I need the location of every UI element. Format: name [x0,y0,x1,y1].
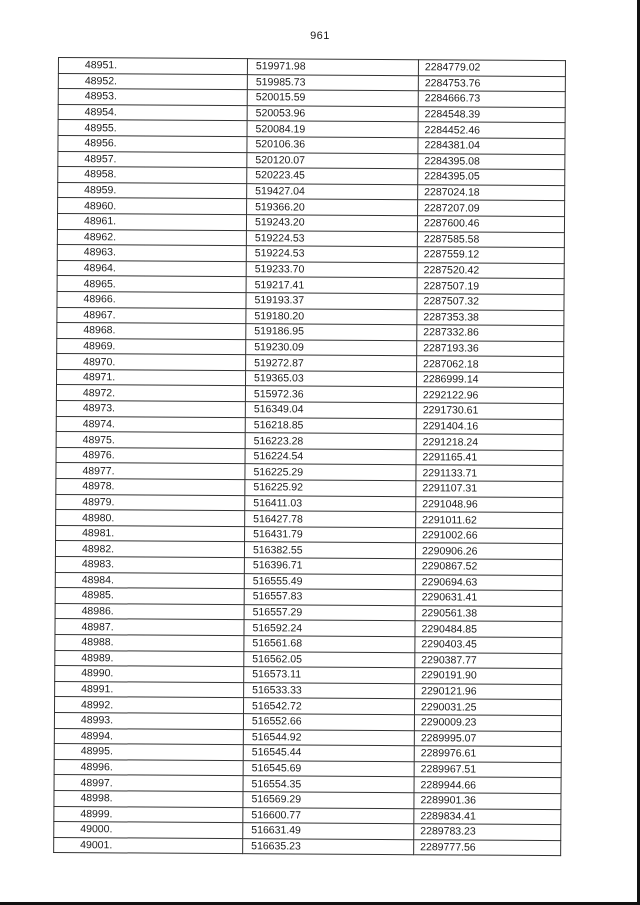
x-coordinate-cell: 516542.72 [243,698,414,715]
point-number-cell: 49000. [54,822,243,839]
table-row [54,837,561,856]
x-coordinate-cell: 520053.96 [247,105,418,122]
y-coordinate-cell: 2286999.14 [416,372,563,388]
x-coordinate-cell: 516427.78 [245,511,416,528]
point-number-cell: 48960. [58,198,247,215]
x-coordinate-cell: 519180.20 [246,308,417,325]
x-coordinate-cell: 520084.19 [247,121,418,138]
point-number-cell: 48969. [57,338,246,355]
point-number-cell: 48958. [58,167,247,184]
point-number-cell: 48954. [58,104,247,121]
point-number-cell: 48979. [56,494,245,511]
point-number-cell: 48952. [58,73,247,90]
y-coordinate-cell: 2287585.58 [417,231,564,247]
y-coordinate-cell: 2290867.52 [415,559,562,575]
y-coordinate-cell: 2287024.18 [418,184,565,200]
x-coordinate-cell: 516349.04 [245,402,416,419]
point-number-cell: 48976. [56,447,245,464]
point-number-cell: 48951. [58,58,247,75]
y-coordinate-cell: 2291133.71 [416,465,563,481]
point-number-cell: 48989. [55,650,244,667]
y-coordinate-cell: 2291011.62 [416,512,563,528]
y-coordinate-cell: 2284452.46 [418,122,565,138]
point-number-cell: 48957. [58,151,247,168]
y-coordinate-cell: 2291730.61 [416,403,563,419]
y-coordinate-cell: 2290694.63 [415,574,562,590]
y-coordinate-cell: 2284753.76 [418,75,565,91]
y-coordinate-cell: 2284395.08 [418,153,565,169]
y-coordinate-cell: 2284666.73 [418,91,565,107]
x-coordinate-cell: 516557.29 [244,604,415,621]
point-number-cell: 48963. [57,245,246,262]
x-coordinate-cell: 519193.37 [246,293,417,310]
point-number-cell: 48981. [56,525,245,542]
y-coordinate-cell: 2287062.18 [417,356,564,372]
x-coordinate-cell: 516635.23 [243,838,414,855]
x-coordinate-cell: 516411.03 [245,495,416,512]
point-number-cell: 48966. [57,291,246,308]
point-number-cell: 48991. [55,681,244,698]
x-coordinate-cell: 516573.11 [244,667,415,684]
x-coordinate-cell: 519224.53 [246,230,417,247]
x-coordinate-cell: 519243.20 [246,215,417,232]
y-coordinate-cell: 2291404.16 [416,418,563,434]
x-coordinate-cell: 520106.36 [247,137,418,154]
point-number-cell: 48965. [57,276,246,293]
x-coordinate-cell: 519985.73 [247,74,418,91]
x-coordinate-cell: 519233.70 [246,261,417,278]
y-coordinate-cell: 2287559.12 [417,247,564,263]
point-number-cell: 48956. [58,135,247,152]
x-coordinate-cell: 519224.53 [246,246,417,263]
y-coordinate-cell: 2291002.66 [416,528,563,544]
point-number-cell: 48997. [54,775,243,792]
y-coordinate-cell: 2290484.85 [415,621,562,637]
x-coordinate-cell: 519365.03 [245,371,416,388]
y-coordinate-cell: 2289777.56 [414,839,561,855]
x-coordinate-cell: 516545.69 [243,760,414,777]
x-coordinate-cell: 516631.49 [243,823,414,840]
x-coordinate-cell: 516569.29 [243,792,414,809]
table-body [54,58,566,856]
point-number-cell: 48993. [54,712,243,729]
y-coordinate-cell: 2291048.96 [416,496,563,512]
y-coordinate-cell: 2287193.36 [417,340,564,356]
x-coordinate-cell: 516218.85 [245,417,416,434]
y-coordinate-cell: 2289976.61 [414,746,561,762]
x-coordinate-cell: 519971.98 [247,59,418,76]
y-coordinate-cell: 2290121.96 [415,683,562,699]
point-number-cell: 48955. [58,120,247,137]
y-coordinate-cell: 2287353.38 [417,309,564,325]
coordinates-table [53,57,566,856]
x-coordinate-cell: 520015.59 [247,90,418,107]
x-coordinate-cell: 516600.77 [243,807,414,824]
y-coordinate-cell: 2289783.23 [414,824,561,840]
y-coordinate-cell: 2290191.90 [415,668,562,684]
point-number-cell: 48977. [56,463,245,480]
point-number-cell: 48978. [56,479,245,496]
x-coordinate-cell: 516223.28 [245,433,416,450]
y-coordinate-cell: 2290009.23 [414,715,561,731]
y-coordinate-cell: 2284381.04 [418,138,565,154]
y-coordinate-cell: 2287507.32 [417,294,564,310]
point-number-cell: 48975. [56,432,245,449]
x-coordinate-cell: 516431.79 [245,526,416,543]
point-number-cell: 48959. [58,182,247,199]
x-coordinate-cell: 519272.87 [246,355,417,372]
x-coordinate-cell: 516396.71 [244,558,415,575]
x-coordinate-cell: 516557.83 [244,589,415,606]
point-number-cell: 48974. [56,416,245,433]
y-coordinate-cell: 2291218.24 [416,434,563,450]
point-number-cell: 48987. [55,619,244,636]
x-coordinate-cell: 519427.04 [247,183,418,200]
y-coordinate-cell: 2287600.46 [417,216,564,232]
x-coordinate-cell: 520223.45 [247,168,418,185]
y-coordinate-cell: 2290031.25 [414,699,561,715]
y-coordinate-cell: 2290403.45 [415,637,562,653]
point-number-cell: 48971. [56,369,245,386]
y-coordinate-cell: 2289834.41 [414,808,561,824]
y-coordinate-cell: 2290906.26 [415,543,562,559]
point-number-cell: 49001. [54,837,243,854]
x-coordinate-cell: 516555.49 [244,573,415,590]
x-coordinate-cell: 519186.95 [246,324,417,341]
point-number-cell: 48999. [54,806,243,823]
x-coordinate-cell: 516562.05 [244,651,415,668]
point-number-cell: 48983. [55,556,244,573]
y-coordinate-cell: 2291165.41 [416,450,563,466]
y-coordinate-cell: 2287507.19 [417,278,564,294]
point-number-cell: 48985. [55,588,244,605]
point-number-cell: 48988. [55,634,244,651]
y-coordinate-cell: 2284779.02 [418,60,565,76]
point-number-cell: 48961. [57,213,246,230]
y-coordinate-cell: 2289967.51 [414,761,561,777]
point-number-cell: 48982. [55,541,244,558]
y-coordinate-cell: 2290387.77 [415,652,562,668]
x-coordinate-cell: 516382.55 [244,542,415,559]
y-coordinate-cell: 2289995.07 [414,730,561,746]
x-coordinate-cell: 516224.54 [245,448,416,465]
point-number-cell: 48970. [57,354,246,371]
point-number-cell: 48964. [57,260,246,277]
x-coordinate-cell: 516533.33 [244,682,415,699]
point-number-cell: 48995. [54,744,243,761]
point-number-cell: 48953. [58,89,247,106]
point-number-cell: 48968. [57,323,246,340]
point-number-cell: 48984. [55,572,244,589]
x-coordinate-cell: 516552.66 [243,714,414,731]
y-coordinate-cell: 2290561.38 [415,605,562,621]
point-number-cell: 48998. [54,790,243,807]
x-coordinate-cell: 516544.92 [243,729,414,746]
x-coordinate-cell: 516554.35 [243,776,414,793]
point-number-cell: 48967. [57,307,246,324]
y-coordinate-cell: 2289901.36 [414,793,561,809]
x-coordinate-cell: 516561.68 [244,636,415,653]
page-number: 961 [310,30,330,42]
x-coordinate-cell: 516225.29 [245,464,416,481]
point-number-cell: 48972. [56,385,245,402]
x-coordinate-cell: 516225.92 [245,480,416,497]
x-coordinate-cell: 519230.09 [246,339,417,356]
y-coordinate-cell: 2287207.09 [418,200,565,216]
y-coordinate-cell: 2292122.96 [416,387,563,403]
point-number-cell: 48962. [57,229,246,246]
x-coordinate-cell: 519366.20 [247,199,418,216]
x-coordinate-cell: 519217.41 [246,277,417,294]
x-coordinate-cell: 520120.07 [247,152,418,169]
y-coordinate-cell: 2289944.66 [414,777,561,793]
y-coordinate-cell: 2287520.42 [417,262,564,278]
y-coordinate-cell: 2284395.05 [418,169,565,185]
y-coordinate-cell: 2287332.86 [417,325,564,341]
x-coordinate-cell: 516592.24 [244,620,415,637]
x-coordinate-cell: 515972.36 [245,386,416,403]
y-coordinate-cell: 2291107.31 [416,481,563,497]
point-number-cell: 48973. [56,401,245,418]
point-number-cell: 48980. [56,510,245,527]
point-number-cell: 48992. [54,697,243,714]
point-number-cell: 48990. [55,666,244,683]
y-coordinate-cell: 2284548.39 [418,106,565,122]
point-number-cell: 48986. [55,603,244,620]
x-coordinate-cell: 516545.44 [243,745,414,762]
point-number-cell: 48996. [54,759,243,776]
y-coordinate-cell: 2290631.41 [415,590,562,606]
point-number-cell: 48994. [54,728,243,745]
